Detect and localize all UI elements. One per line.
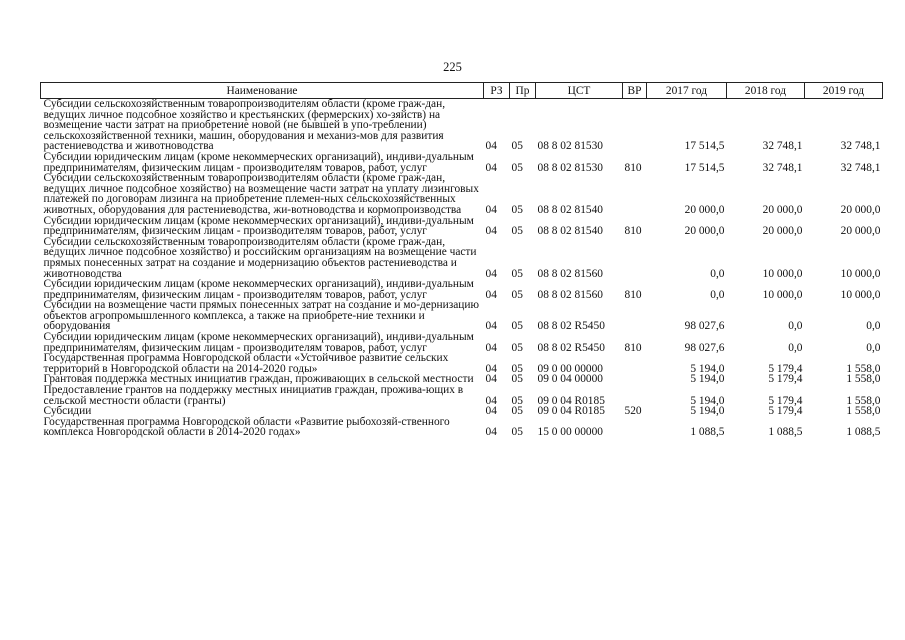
row-2018: 20 000,0 bbox=[762, 203, 803, 216]
row-2019: 1 558,0 bbox=[846, 405, 881, 418]
row-pr: 05 bbox=[511, 341, 523, 354]
row-vr bbox=[623, 237, 647, 279]
row-vr: 810 bbox=[624, 288, 642, 301]
row-pr: 05 bbox=[511, 140, 523, 153]
row-2017: 0,0 bbox=[710, 288, 725, 301]
header-cst: ЦСТ bbox=[536, 83, 623, 99]
row-rz: 04 bbox=[485, 320, 497, 333]
row-rz: 04 bbox=[485, 341, 497, 354]
table-header bbox=[41, 83, 883, 99]
row-pr: 05 bbox=[511, 394, 523, 407]
row-2018: 0,0 bbox=[788, 320, 803, 333]
table-row bbox=[41, 279, 883, 300]
row-pr: 05 bbox=[511, 362, 523, 375]
row-pr: 05 bbox=[511, 267, 523, 280]
row-rz: 04 bbox=[485, 161, 497, 174]
row-2017: 17 514,5 bbox=[684, 161, 725, 174]
row-vr: 810 bbox=[624, 341, 642, 354]
row-2019: 1 088,5 bbox=[846, 426, 881, 439]
row-2017: 0,0 bbox=[710, 267, 725, 280]
budget-table bbox=[40, 82, 883, 438]
table-row bbox=[41, 332, 883, 353]
row-rz: 04 bbox=[485, 405, 497, 418]
row-2018: 20 000,0 bbox=[762, 225, 803, 238]
row-vr bbox=[623, 353, 647, 374]
table-row bbox=[41, 353, 883, 374]
row-2018: 5 179,4 bbox=[768, 405, 803, 418]
row-rz: 04 bbox=[485, 203, 497, 216]
row-2018: 5 179,4 bbox=[768, 394, 803, 407]
row-rz: 04 bbox=[485, 288, 497, 301]
row-vr bbox=[623, 99, 647, 152]
row-2017: 98 027,6 bbox=[684, 320, 725, 333]
row-cst: 08 8 02 R5450 bbox=[537, 341, 605, 354]
row-vr: 810 bbox=[624, 225, 642, 238]
row-2018: 10 000,0 bbox=[762, 288, 803, 301]
row-name: Субсидии юридическим лицам (кроме некоммерческих организаций), индиви-дуальным предпринимателям, физическим лицам - производителям товаров, работ, услуг bbox=[43, 214, 474, 238]
table-row bbox=[41, 385, 883, 406]
row-cst: 09 0 04 R0185 bbox=[537, 405, 605, 418]
row-2019: 32 748,1 bbox=[840, 140, 881, 153]
row-pr: 05 bbox=[511, 161, 523, 174]
row-cst: 08 8 02 81530 bbox=[537, 161, 603, 174]
row-rz: 04 bbox=[485, 426, 497, 439]
row-name: Субсидии bbox=[43, 405, 92, 418]
row-rz: 04 bbox=[485, 267, 497, 280]
table-row bbox=[41, 99, 883, 152]
row-cst: 08 8 02 81540 bbox=[537, 225, 603, 238]
header-rz: РЗ bbox=[484, 83, 510, 99]
row-cst: 09 0 04 R0185 bbox=[537, 394, 605, 407]
row-2019: 0,0 bbox=[866, 320, 881, 333]
row-2018: 0,0 bbox=[788, 341, 803, 354]
table-row bbox=[41, 237, 883, 279]
row-pr: 05 bbox=[511, 203, 523, 216]
row-name: Субсидии юридическим лицам (кроме некоммерческих организаций), индиви-дуальным предпринимателям, физическим лицам - производителям товаров, работ, услуг bbox=[43, 278, 474, 301]
row-2019: 0,0 bbox=[866, 341, 881, 354]
row-cst: 09 0 00 00000 bbox=[537, 362, 603, 375]
row-name: Субсидии на возмещение части прямых понесенных затрат на создание и мо-дернизацию объектов агропромышленного комплекса, а также на приобрете-ние техники и оборудования bbox=[43, 299, 480, 333]
row-2017: 5 194,0 bbox=[690, 405, 725, 418]
row-2019: 10 000,0 bbox=[840, 288, 881, 301]
row-2018: 32 748,1 bbox=[762, 140, 803, 153]
row-name: Субсидии сельскохозяйственным товаропроизводителям области (кроме граж-дан, ведущих личное подсобное хозяйство) на возмещение части затрат на уплату лизинговых платежей по договорам лизинга на приобретение племен-ных сельскохозяйственных животных, оборудования для растениеводства, жи-вотноводства и кормопроизводства bbox=[43, 172, 479, 216]
row-2017: 20 000,0 bbox=[684, 203, 725, 216]
row-2019: 10 000,0 bbox=[840, 267, 881, 280]
row-vr: 520 bbox=[624, 405, 642, 418]
header-pr: Пр bbox=[510, 83, 536, 99]
row-2017: 5 194,0 bbox=[690, 373, 725, 386]
table-row bbox=[41, 152, 883, 173]
row-rz: 04 bbox=[485, 140, 497, 153]
row-name: Государственная программа Новгородской области «Развитие рыбохозяй-ственного комплекса Новгородской области в 2014-2020 годах» bbox=[43, 415, 450, 439]
row-2019: 32 748,1 bbox=[840, 161, 881, 174]
row-vr bbox=[623, 374, 647, 385]
row-2019: 20 000,0 bbox=[840, 225, 881, 238]
row-pr: 05 bbox=[511, 320, 523, 333]
row-2019: 1 558,0 bbox=[846, 394, 881, 407]
row-rz: 04 bbox=[485, 225, 497, 238]
row-name: Государственная программа Новгородской области «Устойчивое развитие сельских территорий в Новгородской области на 2014-2020 годы» bbox=[43, 352, 449, 375]
header-2019: 2019 год bbox=[805, 83, 883, 99]
row-cst: 08 8 02 81560 bbox=[537, 288, 603, 301]
header-name: Наименование bbox=[41, 83, 484, 99]
row-cst: 08 8 02 81560 bbox=[537, 267, 603, 280]
row-name: Субсидии сельскохозяйственным товаропроизводителям области (кроме граж-дан, ведущих личное подсобное хозяйство) и российским организациям на возмещение части прямых понесенных затрат на создание и модернизацию объектов растениеводства и животноводства bbox=[43, 235, 477, 280]
table-row bbox=[41, 300, 883, 332]
row-2017: 1 088,5 bbox=[690, 426, 725, 439]
row-pr: 05 bbox=[511, 225, 523, 238]
row-vr bbox=[623, 173, 647, 215]
row-name: Предоставление грантов на поддержку местных инициатив граждан, прожива-ющих в сельской местности области (гранты) bbox=[43, 384, 464, 407]
row-2017: 17 514,5 bbox=[684, 140, 725, 153]
row-2019: 1 558,0 bbox=[846, 373, 881, 386]
row-2017: 20 000,0 bbox=[684, 225, 725, 238]
page-number: 225 bbox=[443, 60, 462, 74]
table-row bbox=[41, 417, 883, 438]
row-2018: 10 000,0 bbox=[762, 267, 803, 280]
row-cst: 08 8 02 R5450 bbox=[537, 320, 605, 333]
row-pr: 05 bbox=[511, 373, 523, 386]
row-rz: 04 bbox=[485, 373, 497, 386]
row-cst: 08 8 02 81530 bbox=[537, 140, 603, 153]
row-2018: 32 748,1 bbox=[762, 161, 803, 174]
row-cst: 08 8 02 81540 bbox=[537, 203, 603, 216]
row-cst: 09 0 04 00000 bbox=[537, 373, 603, 386]
row-2017: 5 194,0 bbox=[690, 362, 725, 375]
header-vr: ВР bbox=[623, 83, 647, 99]
row-vr: 810 bbox=[624, 161, 642, 174]
header-2017: 2017 год bbox=[647, 83, 727, 99]
row-name: Субсидии юридическим лицам (кроме некоммерческих организаций), индиви-дуальным предпринимателям, физическим лицам - производителям товаров, работ, услуг bbox=[43, 331, 474, 354]
row-vr bbox=[623, 300, 647, 332]
row-name: Субсидии юридическим лицам (кроме некоммерческих организаций), индиви-дуальным предпринимателям, физическим лицам - производителям товаров, работ, услуг bbox=[43, 150, 474, 174]
row-2017: 5 194,0 bbox=[690, 394, 725, 407]
row-rz: 04 bbox=[485, 362, 497, 375]
row-name: Субсидии сельскохозяйственным товаропроизводителям области (кроме граж-дан, ведущих личное подсобное хозяйство и крестьянских (фермерских) хо-зяйств) на возмещение части затрат на приобретение новой (не бывшей в упо-треблении) сельскохозяйственной техники, машин, оборудования и механиз-мов для развития растениеводства и животноводства bbox=[43, 98, 446, 153]
row-2019: 1 558,0 bbox=[846, 362, 881, 375]
table-row bbox=[41, 216, 883, 237]
row-name: Грантовая поддержка местных инициатив граждан, проживающих в сельской местности bbox=[43, 373, 474, 386]
row-vr bbox=[623, 417, 647, 438]
table-row bbox=[41, 173, 883, 215]
row-2019: 20 000,0 bbox=[840, 203, 881, 216]
row-pr: 05 bbox=[511, 426, 523, 439]
row-2018: 1 088,5 bbox=[768, 426, 803, 439]
row-vr bbox=[623, 385, 647, 406]
row-pr: 05 bbox=[511, 288, 523, 301]
row-pr: 05 bbox=[511, 405, 523, 418]
row-rz: 04 bbox=[485, 394, 497, 407]
header-2018: 2018 год bbox=[727, 83, 805, 99]
row-2018: 5 179,4 bbox=[768, 373, 803, 386]
row-cst: 15 0 00 00000 bbox=[537, 426, 603, 439]
row-2017: 98 027,6 bbox=[684, 341, 725, 354]
row-2018: 5 179,4 bbox=[768, 362, 803, 375]
